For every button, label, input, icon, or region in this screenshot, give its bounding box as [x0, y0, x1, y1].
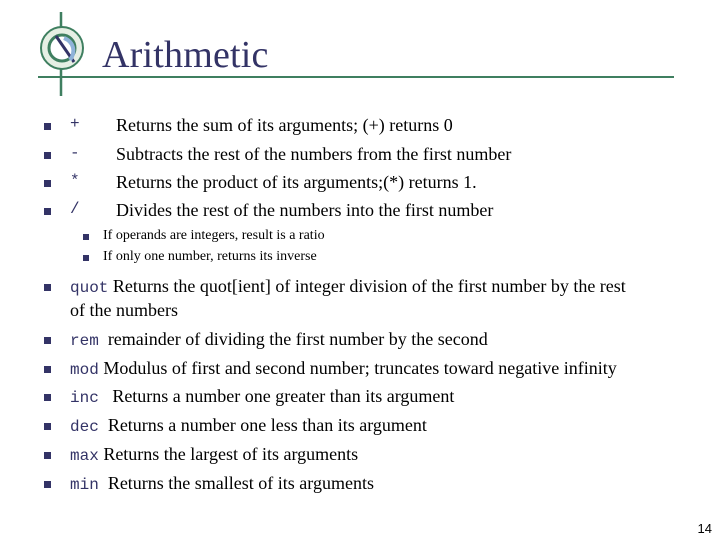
function-name: max — [70, 447, 99, 465]
operator-symbol: - — [70, 144, 80, 162]
function-entry — [70, 329, 488, 350]
function-description: Returns the smallest of its arguments — [98, 473, 374, 493]
operator-description: Returns the product of its arguments;(*) returns 1. — [116, 172, 477, 192]
function-name: quot — [70, 279, 109, 297]
function-description: remainder of dividing the first number by the second — [98, 329, 488, 349]
function-description: Returns the quot[ient] of integer division of the first number by the rest — [108, 276, 626, 296]
sub-bullet-text: If only one number, returns its inverse — [103, 249, 317, 264]
slide-title: Arithmetic — [102, 34, 269, 76]
function-entry — [70, 276, 626, 297]
bullet-square-icon — [44, 180, 51, 187]
sub-bullet-square-icon — [83, 255, 89, 261]
function-description: Returns a number one greater than its argument — [98, 386, 455, 406]
bullet-square-icon — [44, 208, 51, 215]
bullet-square-icon — [44, 284, 51, 291]
function-entry — [70, 386, 454, 407]
function-name: dec — [70, 418, 99, 436]
sub-bullet-text: If operands are integers, result is a ratio — [103, 228, 325, 243]
function-entry — [70, 473, 374, 494]
slide-logo-icon — [34, 12, 94, 96]
function-name: inc — [70, 389, 99, 407]
function-description: Modulus of first and second number; truncates toward negative infinity — [98, 358, 617, 378]
operator-description: Returns the sum of its arguments; (+) returns 0 — [116, 115, 453, 135]
function-entry — [70, 444, 358, 465]
operator-symbol: / — [70, 200, 80, 218]
title-rule — [38, 76, 674, 78]
function-description: Returns a number one less than its argument — [98, 415, 427, 435]
function-entry — [70, 415, 427, 436]
bullet-square-icon — [44, 394, 51, 401]
function-name: min — [70, 476, 99, 494]
bullet-square-icon — [44, 481, 51, 488]
operator-description: Divides the rest of the numbers into the first number — [116, 200, 494, 220]
bullet-square-icon — [44, 366, 51, 373]
function-description: Returns the largest of its arguments — [98, 444, 359, 464]
function-name: mod — [70, 361, 99, 379]
bullet-square-icon — [44, 123, 51, 130]
page-number: 14 — [697, 521, 712, 536]
bullet-square-icon — [44, 337, 51, 344]
function-entry — [70, 358, 617, 379]
bullet-square-icon — [44, 423, 51, 430]
bullet-square-icon — [44, 452, 51, 459]
operator-symbol: * — [70, 172, 80, 190]
sub-bullet-square-icon — [83, 234, 89, 240]
operator-description: Subtracts the rest of the numbers from the first number — [116, 144, 512, 164]
bullet-square-icon — [44, 152, 51, 159]
function-description-continued: of the numbers — [70, 300, 178, 320]
operator-symbol: + — [70, 115, 80, 133]
function-name: rem — [70, 332, 99, 350]
